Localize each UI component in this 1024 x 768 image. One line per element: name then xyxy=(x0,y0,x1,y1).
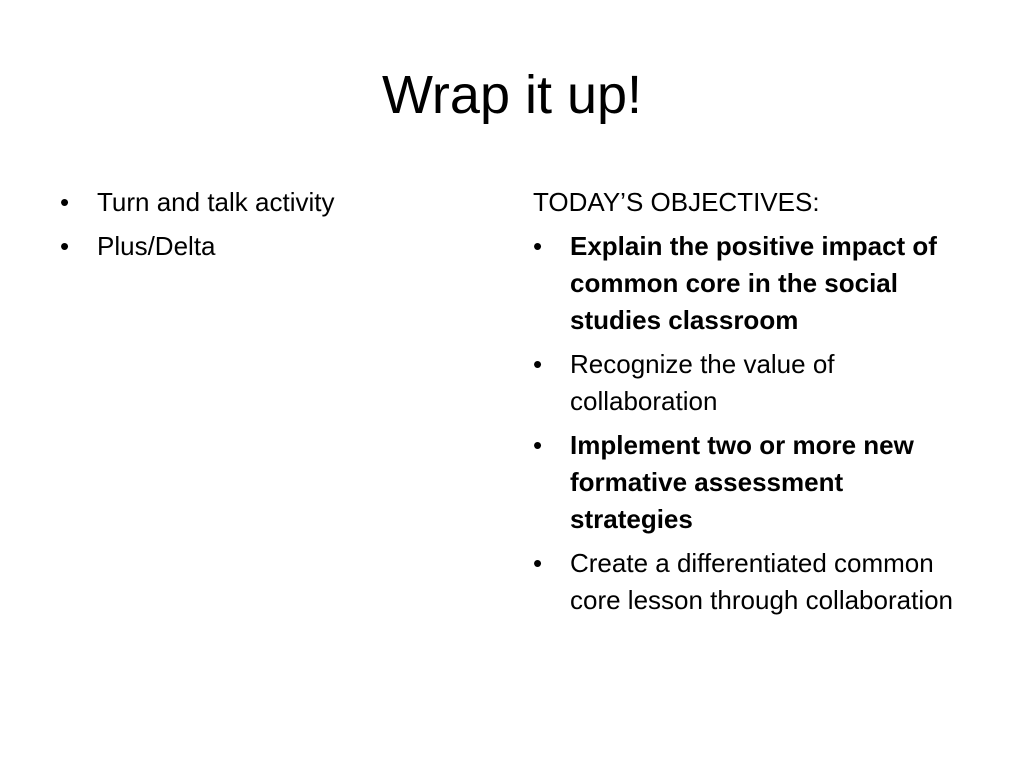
objectives-list xyxy=(533,228,973,619)
list-item xyxy=(533,346,973,420)
objectives-heading: TODAY’S OBJECTIVES: xyxy=(533,187,820,217)
list-item xyxy=(60,184,460,221)
list-item xyxy=(533,545,973,619)
bullet-icon: • xyxy=(533,548,543,578)
list-item-text: Plus/Delta xyxy=(97,231,216,261)
bullet-icon: • xyxy=(533,430,543,460)
list-item xyxy=(60,228,460,265)
list-item-text: Recognize the value of collaboration xyxy=(570,349,835,416)
list-item-text: Implement two or more new formative assessment strategies xyxy=(570,430,914,534)
list-item xyxy=(533,228,973,339)
right-content-column xyxy=(533,184,973,626)
bullet-icon: • xyxy=(60,187,70,217)
slide-title: Wrap it up! xyxy=(381,65,643,125)
list-item-text: Explain the positive impact of common core in the social studies classroom xyxy=(570,231,937,335)
bullet-icon: • xyxy=(533,349,543,379)
left-content-column xyxy=(60,184,460,272)
bullet-icon: • xyxy=(533,231,543,261)
left-bullet-list xyxy=(60,184,460,265)
list-item-text: Turn and talk activity xyxy=(97,187,335,217)
list-item xyxy=(533,427,973,538)
list-item-text: Create a differentiated common core lesson through collaboration xyxy=(570,548,954,615)
bullet-icon: • xyxy=(60,231,70,261)
